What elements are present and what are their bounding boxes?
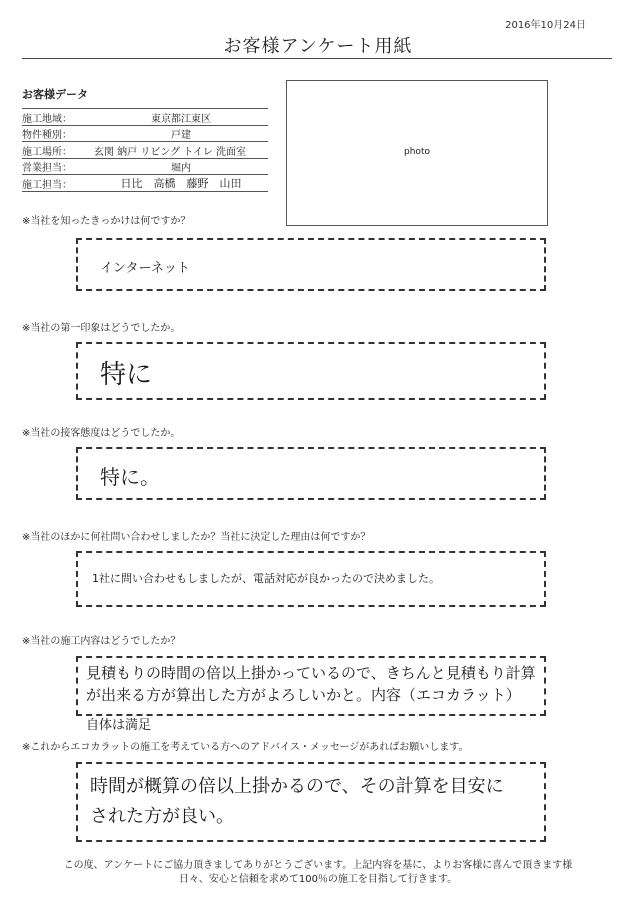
question-6: ※これからエコカラットの施工を考えている方へのアドバイス・メッセージがあればお願いします。 bbox=[22, 742, 469, 753]
question-2: ※当社の第一印象はどうでしたか。 bbox=[22, 323, 181, 334]
answer-box-1 bbox=[76, 238, 546, 291]
title-underline bbox=[22, 58, 612, 59]
row-label: 施工地域： bbox=[22, 109, 94, 126]
row-value: 玄関 納戸 リビング トイレ 洗面室 bbox=[94, 142, 268, 159]
row-value: 東京都江東区 bbox=[94, 109, 268, 126]
customer-data-row bbox=[22, 109, 268, 126]
footer-line-1: この度、アンケートにご協力頂きましてありがとうございます。上記内容を基に、よりお客様に喜んで頂きます様 bbox=[63, 860, 573, 871]
customer-data-row bbox=[22, 142, 268, 159]
answer-text: 特に。 bbox=[100, 465, 160, 489]
answer-text: 特に bbox=[100, 360, 153, 390]
answer-box-2 bbox=[76, 342, 546, 400]
answer-text: インターネット bbox=[100, 261, 190, 276]
answer-text-overflow: 自体は満足 bbox=[86, 718, 152, 733]
customer-data-row bbox=[22, 158, 268, 175]
row-value: 堀内 bbox=[94, 158, 268, 175]
customer-data-table bbox=[22, 108, 268, 192]
row-value: 戸建 bbox=[94, 125, 268, 142]
answer-text: 1社に問い合わせもしましたが、電話対応が良かったので決めました。 bbox=[92, 572, 440, 585]
question-4: ※当社のほかに何社問い合わせしましたか？当社に決定した理由は何ですか？ bbox=[22, 532, 371, 543]
question-5: ※当社の施工内容はどうでしたか？ bbox=[22, 636, 181, 647]
answer-text: 見積もりの時間の倍以上掛かっているので、きちんと見積もり計算 bbox=[86, 664, 536, 682]
row-label: 物件種別： bbox=[22, 125, 94, 142]
answer-box-6 bbox=[76, 762, 546, 842]
customer-data-row bbox=[22, 175, 268, 192]
customer-data-row bbox=[22, 125, 268, 142]
answer-text: が出来る方が算出した方がよろしいかと。内容（エコカラット） bbox=[86, 686, 521, 704]
photo-placeholder bbox=[286, 80, 548, 226]
answer-box-5 bbox=[76, 656, 546, 716]
customer-data-heading: お客様データ bbox=[22, 88, 88, 101]
row-label: 営業担当： bbox=[22, 158, 94, 175]
question-1: ※当社を知ったきっかけは何ですか？ bbox=[22, 216, 191, 227]
question-3: ※当社の接客態度はどうでしたか。 bbox=[22, 428, 181, 439]
answer-text: 時間が概算の倍以上掛かるので、その計算を目安に bbox=[90, 776, 504, 797]
answer-text: された方が良い。 bbox=[90, 806, 234, 827]
photo-label: photo bbox=[404, 147, 430, 157]
answer-box-4 bbox=[76, 551, 546, 607]
survey-date: 2016年10月24日 bbox=[505, 20, 586, 31]
row-label: 施工場所： bbox=[22, 142, 94, 159]
row-label: 施工担当： bbox=[22, 175, 94, 192]
page-title: お客様アンケート用紙 bbox=[223, 36, 413, 57]
footer-line-2: 日々、安心と信頼を求めて100％の施工を目指して行きます。 bbox=[178, 874, 458, 885]
row-value: 日比 高橋 藤野 山田 bbox=[94, 175, 268, 192]
answer-box-3 bbox=[76, 447, 546, 500]
